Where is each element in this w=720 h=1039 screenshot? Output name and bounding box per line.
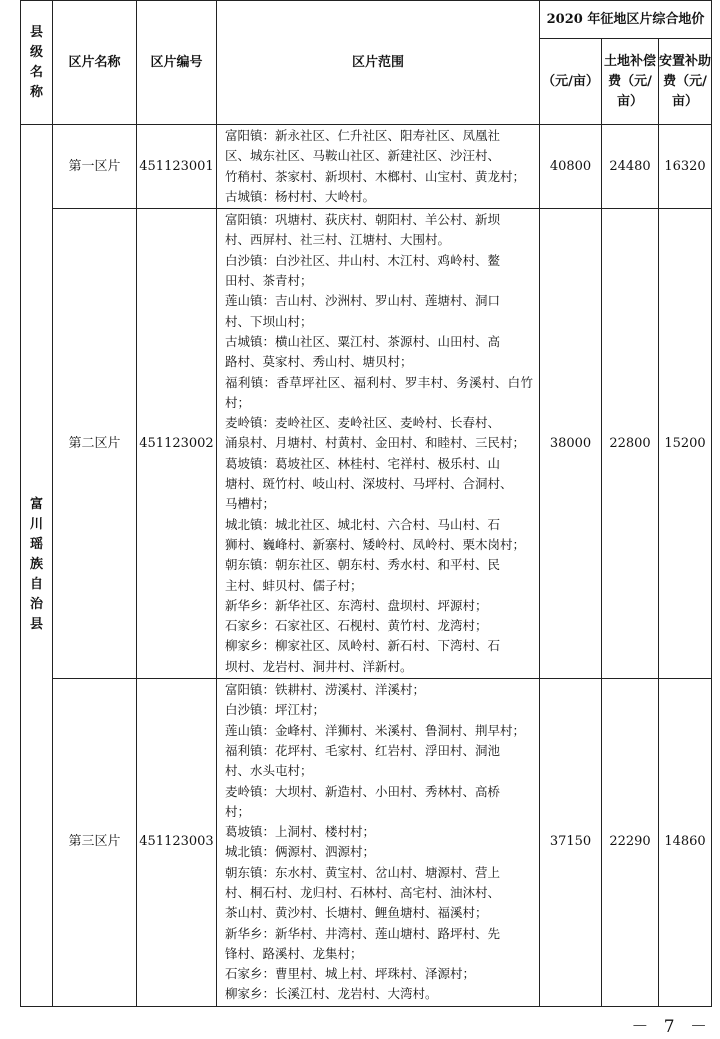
price-cell: 38000 bbox=[540, 209, 602, 679]
scope-line: 石家乡：曹里村、城上村、坪珠村、泽源村； bbox=[225, 966, 476, 982]
price-group-header: 2020 年征地区片综合地价 bbox=[540, 1, 712, 39]
scope-line: 富阳镇：巩塘村、荻庆村、朝阳村、羊公村、新坝 bbox=[225, 212, 501, 228]
scope-line: 富阳镇：铁耕村、涝溪村、洋溪村； bbox=[225, 682, 426, 698]
scope-line: 富阳镇：新永社区、仁升社区、阳寿社区、凤凰社 bbox=[225, 128, 501, 143]
scope-line: 麦岭镇：大坝村、新造村、小田村、秀林村、高桥 bbox=[225, 783, 501, 799]
zone-name-cell: 第二区片 bbox=[53, 209, 137, 679]
table-row bbox=[21, 679, 712, 1007]
price-cell: 40800 bbox=[540, 125, 602, 209]
zone-code-cell: 451123002 bbox=[137, 209, 217, 679]
scope-line: 古城镇：横山社区、粟江村、茶源村、山田村、高 bbox=[225, 333, 501, 349]
resettle-cell: 14860 bbox=[659, 679, 712, 1007]
scope-line: 莲山镇：吉山村、沙洲村、罗山村、莲塘村、洞口 bbox=[225, 293, 501, 309]
zone-code-header: 区片编号 bbox=[137, 1, 217, 125]
zone-name-cell: 第三区片 bbox=[53, 679, 137, 1007]
land-comp-cell: 22290 bbox=[602, 679, 659, 1007]
scope-line: 主村、蚌贝村、儒子村； bbox=[225, 577, 363, 593]
resettle-cell: 15200 bbox=[659, 209, 712, 679]
zone-code-cell: 451123001 bbox=[137, 125, 217, 209]
scope-line: 古城镇：杨村村、大岭村。 bbox=[225, 188, 376, 204]
scope-line: 田村、茶青村； bbox=[225, 273, 313, 289]
scope-line: 石家乡：石家社区、石枧村、黄竹村、龙湾村； bbox=[225, 618, 488, 634]
scope-line: 柳家乡：柳家社区、凤岭村、新石村、下湾村、石 bbox=[225, 638, 501, 654]
scope-line: 坝村、龙岩村、洞井村、洋新村。 bbox=[225, 658, 413, 674]
scope-line: 福利镇：花坪村、毛家村、红岩村、浮田村、洞池 bbox=[225, 742, 501, 758]
scope-line: 新华乡：新华社区、东湾村、盘坝村、坪源村； bbox=[225, 597, 488, 613]
scope-line: 城北镇：城北社区、城北村、六合村、马山村、石 bbox=[225, 516, 501, 532]
scope-line: 新华乡：新华村、井湾村、莲山塘村、路坪村、先 bbox=[225, 925, 501, 941]
zone-name-header: 区片名称 bbox=[53, 1, 137, 125]
land-price-table bbox=[20, 0, 712, 1007]
land-comp-header: 土地补偿费（元/亩） bbox=[602, 39, 659, 125]
scope-line: 锋村、路溪村、龙集村； bbox=[225, 945, 363, 961]
scope-line: 城北镇：俩源村、泗源村； bbox=[225, 844, 376, 860]
scope-line: 村、桐石村、龙归村、石林村、高宅村、油沐村、 bbox=[225, 884, 501, 900]
county-name-cell: 富川瑶族自治县 bbox=[21, 125, 53, 1007]
scope-line: 竹稍村、茶家村、新坝村、木榔村、山宝村、黄龙村； bbox=[225, 168, 526, 184]
scope-line: 村、西屏村、社三村、江塘村、大围村。 bbox=[225, 232, 451, 248]
scope-line: 塘村、斑竹村、岐山村、深坡村、马坪村、合洞村、 bbox=[225, 476, 513, 492]
scope-line: 白沙镇：白沙社区、井山村、木江村、鸡岭村、鳌 bbox=[225, 252, 501, 268]
scope-line: 茶山村、黄沙村、长塘村、鲤鱼塘村、福溪村； bbox=[225, 905, 488, 921]
resettle-cell: 16320 bbox=[659, 125, 712, 209]
scope-line: 村、下坝山村； bbox=[225, 313, 313, 329]
scope-line: 马槽村； bbox=[225, 496, 276, 512]
zone-scope-header: 区片范围 bbox=[217, 1, 540, 125]
scope-line: 朝东镇：朝东社区、朝东村、秀水村、和平村、民 bbox=[225, 557, 501, 573]
scope-line: 莲山镇：金峰村、洋狮村、米溪村、鲁洞村、荆早村； bbox=[225, 722, 526, 738]
scope-line: 区、城东社区、马鞍山社区、新建社区、沙汪村、 bbox=[225, 148, 501, 164]
scope-line: 狮村、巍峰村、新寨村、矮岭村、凤岭村、栗木岗村； bbox=[225, 536, 526, 552]
scope-line: 福利镇：香草坪社区、福利村、罗丰村、务溪村、白竹村； bbox=[225, 374, 533, 410]
zone-scope-cell bbox=[217, 679, 540, 1007]
zone-name-cell: 第一区片 bbox=[53, 125, 137, 209]
scope-line: 白沙镇：坪江村； bbox=[225, 702, 326, 718]
table-row bbox=[21, 125, 712, 209]
scope-line: 村、水头屯村； bbox=[225, 763, 313, 779]
scope-line: 葛坡镇：葛坡社区、林桂村、宅祥村、极乐村、山 bbox=[225, 455, 501, 471]
scope-line: 柳家乡：长溪江村、龙岩村、大湾村。 bbox=[225, 986, 438, 1002]
land-comp-cell: 24480 bbox=[602, 125, 659, 209]
scope-line: 村； bbox=[225, 803, 251, 819]
zone-scope-cell bbox=[217, 125, 540, 209]
scope-line: 路村、莫家村、秀山村、塘贝村； bbox=[225, 354, 413, 370]
scope-line: 葛坡镇：上洞村、楼村村； bbox=[225, 824, 376, 840]
price-cell: 37150 bbox=[540, 679, 602, 1007]
resettle-header: 安置补助费（元/亩） bbox=[659, 39, 712, 125]
scope-line: 麦岭镇：麦岭社区、麦岭社区、麦岭村、长春村、 bbox=[225, 415, 501, 431]
scope-line: 涌泉村、月塘村、村黄村、金田村、和睦村、三民村； bbox=[225, 435, 526, 451]
table-row bbox=[21, 209, 712, 679]
zone-code-cell: 451123003 bbox=[137, 679, 217, 1007]
county-header: 县级名称 bbox=[21, 1, 53, 125]
price-unit-header: （元/亩） bbox=[540, 39, 602, 125]
zone-scope-cell bbox=[217, 209, 540, 679]
page-number: － 7 － bbox=[631, 1017, 712, 1037]
scope-line: 朝东镇：东水村、黄宝村、岔山村、塘源村、营上 bbox=[225, 864, 501, 880]
land-comp-cell: 22800 bbox=[602, 209, 659, 679]
